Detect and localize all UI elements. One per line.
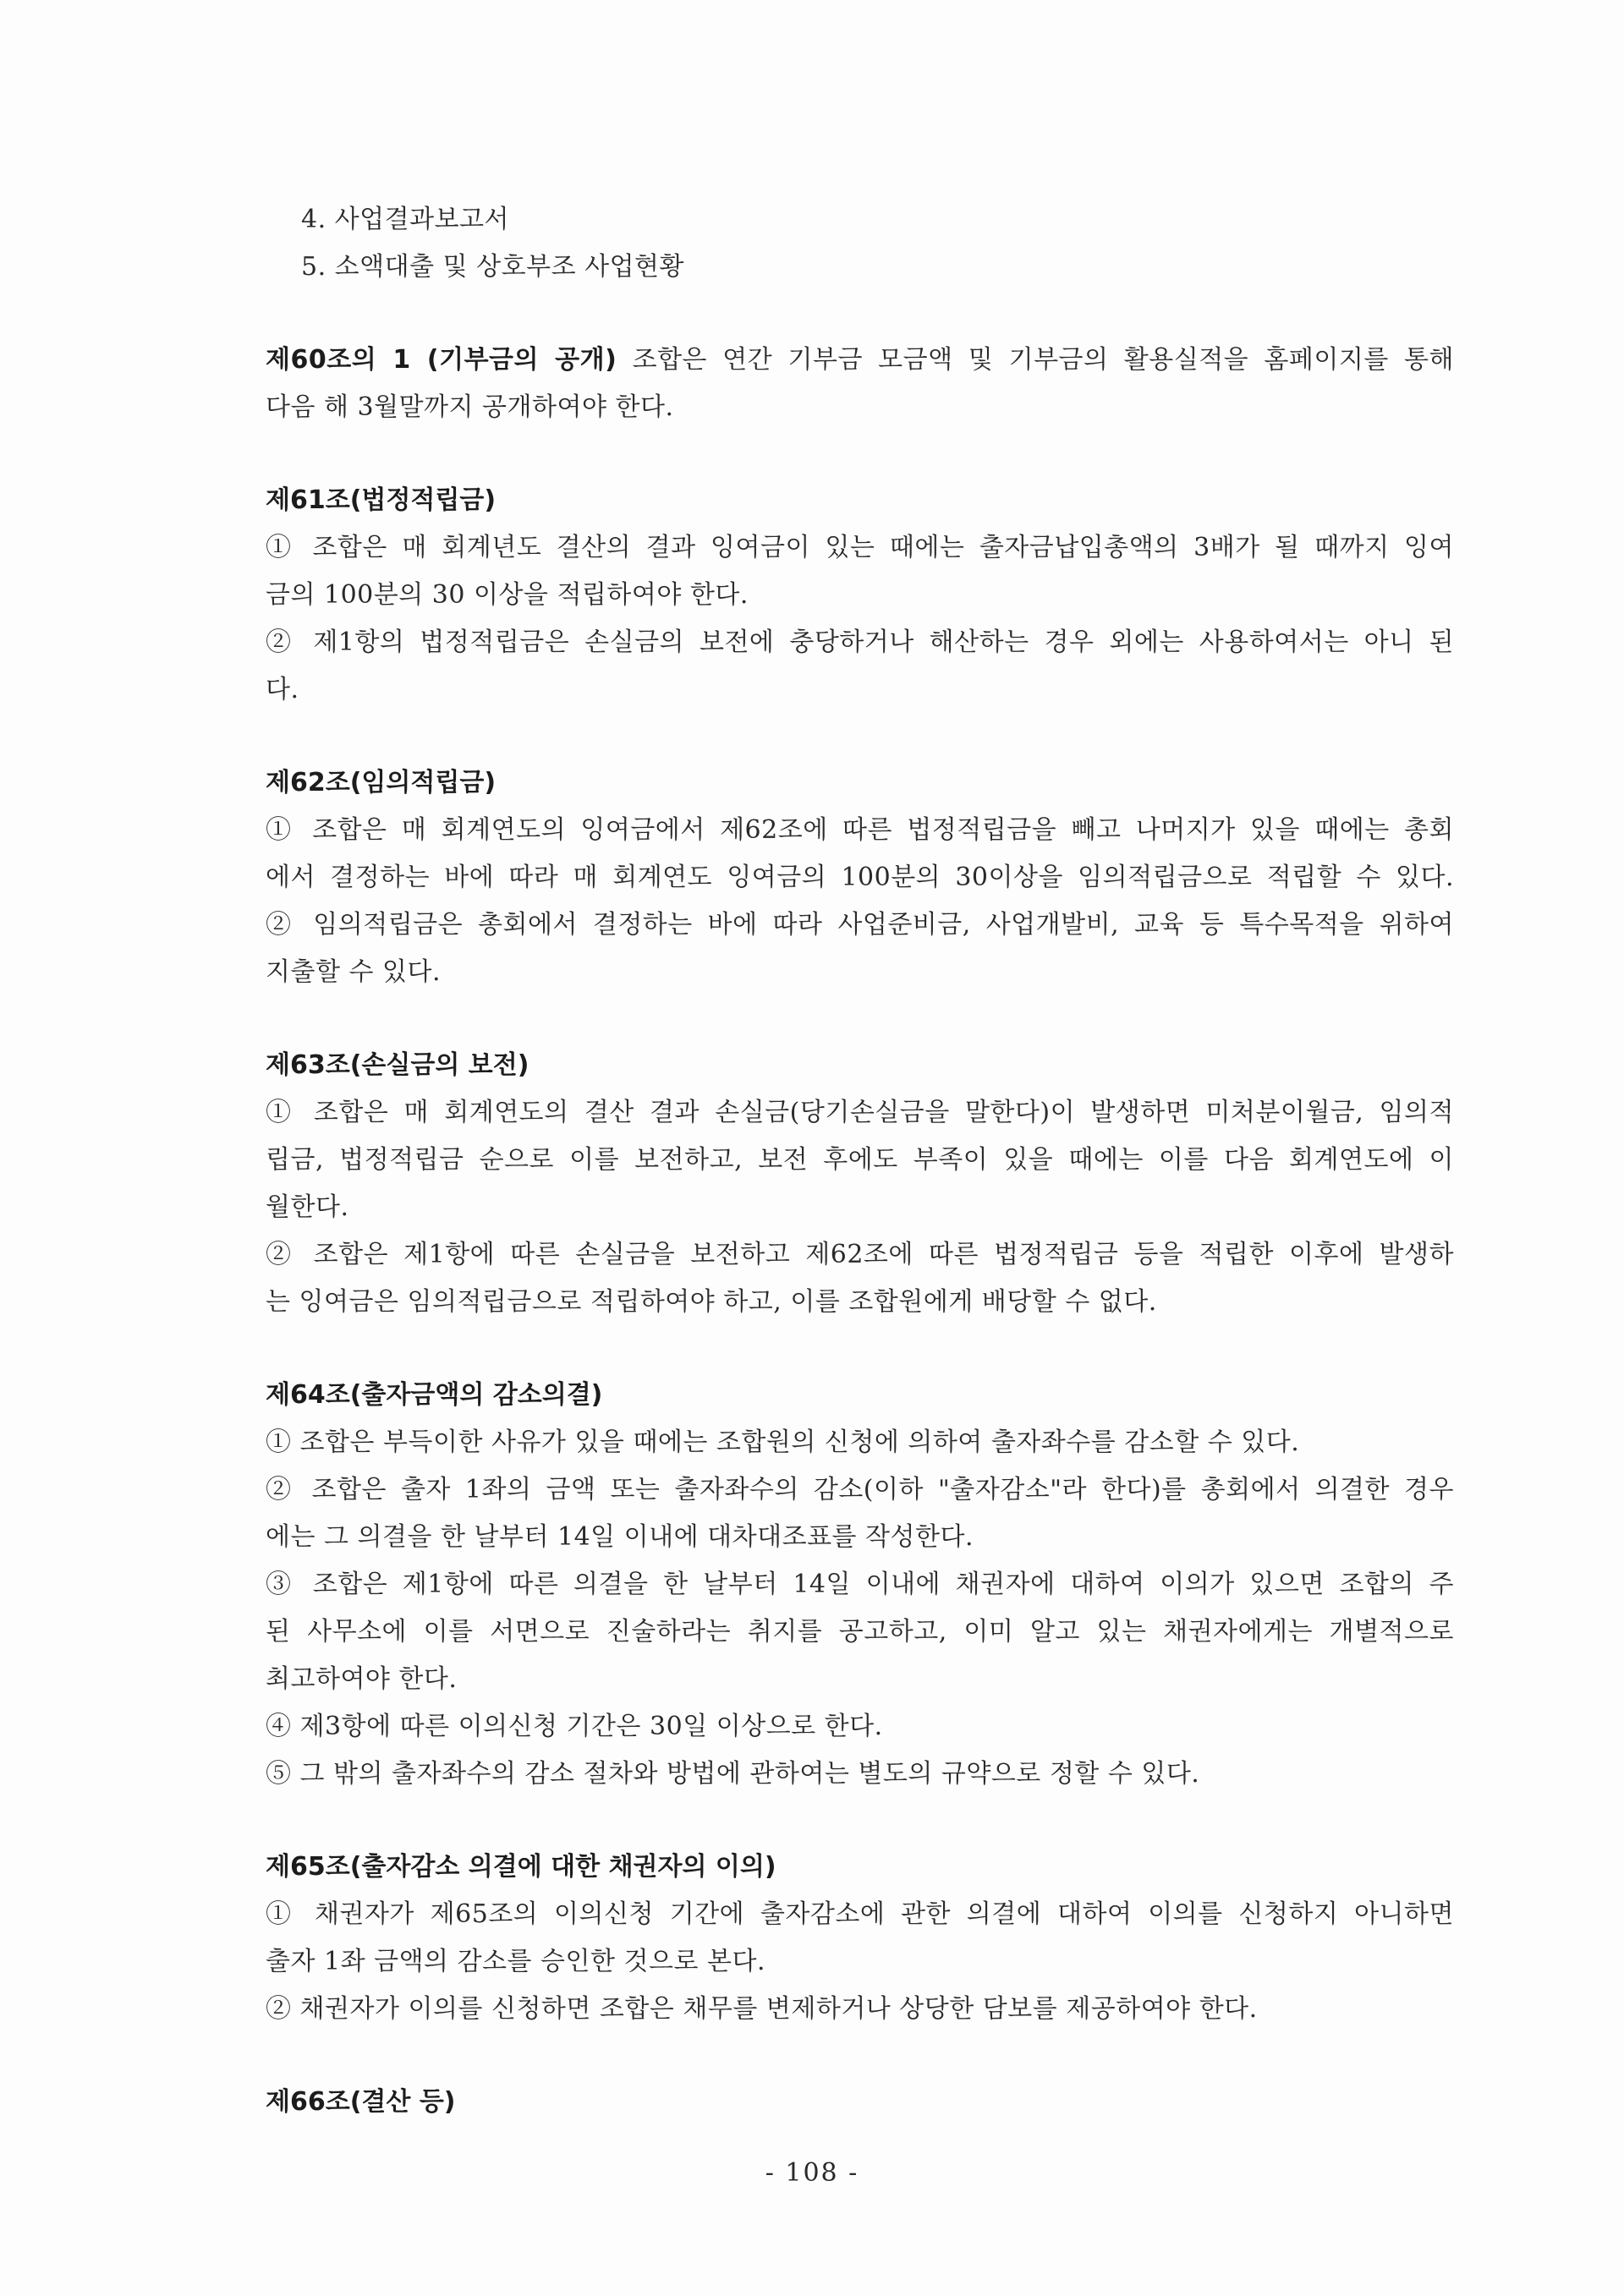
art62-heading: 제62조(임의적립금) <box>266 768 497 797</box>
art66-heading: 제66조(결산 등) <box>266 2087 456 2117</box>
art63-heading: 제63조(손실금의 보전) <box>266 1050 529 1080</box>
art60-heading: 제60조의 1 (기부금의 공개) <box>266 345 617 375</box>
page-number: - 108 - <box>765 2158 859 2188</box>
art61-line-4: 다. <box>266 675 299 704</box>
art61-line-3: ② 제1항의 법정적립금은 손실금의 보전에 충당하거나 해산하는 경우 외에는 사용하여서는 아니 된 <box>266 627 1454 657</box>
art62-line-1: ① 조합은 매 회계연도의 잉여금에서 제62조에 따른 법정적립금을 빼고 나머지가 있을 때에는 총회 <box>266 815 1454 845</box>
art65-line-1: ① 채권자가 제65조의 이의신청 기간에 출자감소에 관한 의결에 대하여 이의를 신청하지 아니하면 <box>266 1899 1454 1929</box>
art65-heading: 제65조(출자감소 의결에 대한 채권자의 이의) <box>266 1852 776 1882</box>
art63-line-1: ① 조합은 매 회계연도의 결산 결과 손실금(당기손실금을 말한다)이 발생하면 미처분이월금, 임의적 <box>266 1098 1454 1127</box>
art63-line-2: 립금, 법정적립금 순으로 이를 보전하고, 보전 후에도 부족이 있을 때에는 이를 다음 회계연도에 이 <box>266 1145 1454 1175</box>
art64-line-3: 에는 그 의결을 한 날부터 14일 이내에 대차대조표를 작성한다. <box>266 1522 974 1552</box>
art64-line-1: ① 조합은 부득이한 사유가 있을 때에는 조합원의 신청에 의하여 출자좌수를 감소할 수 있다. <box>266 1427 1300 1457</box>
art60-text-1: 조합은 연간 기부금 모금액 및 기부금의 활용실적을 홈페이지를 통해 <box>617 345 1455 375</box>
art62-line-2: 에서 결정하는 바에 따라 매 회계연도 잉여금의 100분의 30이상을 임의적립금으로 적립할 수 있다. <box>266 863 1454 892</box>
art64-line-2: ② 조합은 출자 1좌의 금액 또는 출자좌수의 감소(이하 "출자감소"라 한다)를 총회에서 의결한 경우 <box>266 1475 1454 1504</box>
art65-line-3: ② 채권자가 이의를 신청하면 조합은 채무를 변제하거나 상당한 담보를 제공하여야 한다. <box>266 1994 1258 2024</box>
art61-line-2: 금의 100분의 30 이상을 적립하여야 한다. <box>266 580 749 610</box>
art61-heading: 제61조(법정적립금) <box>266 485 497 515</box>
art60-line-1 <box>266 337 1454 384</box>
art64-heading: 제64조(출자금액의 감소의결) <box>266 1380 603 1410</box>
art62-line-3: ② 임의적립금은 총회에서 결정하는 바에 따라 사업준비금, 사업개발비, 교육 등 특수목적을 위하여 <box>266 910 1454 940</box>
document-body <box>266 196 1454 2126</box>
art61-line-1: ① 조합은 매 회계년도 결산의 결과 잉여금이 있는 때에는 출자금납입총액의 3배가 될 때까지 잉여 <box>266 533 1454 562</box>
art65-line-2: 출자 1좌 금액의 감소를 승인한 것으로 본다. <box>266 1947 765 1976</box>
list-item-5: 5. 소액대출 및 상호부조 사업현황 <box>301 252 685 282</box>
art62-line-4: 지출할 수 있다. <box>266 957 441 987</box>
art64-line-8: ⑤ 그 밖의 출자좌수의 감소 절차와 방법에 관하여는 별도의 규약으로 정할 수 있다. <box>266 1759 1200 1789</box>
art64-line-4: ③ 조합은 제1항에 따른 의결을 한 날부터 14일 이내에 채권자에 대하여 이의가 있으면 조합의 주 <box>266 1570 1454 1599</box>
art63-line-4: ② 조합은 제1항에 따른 손실금을 보전하고 제62조에 따른 법정적립금 등을 적립한 이후에 발생하 <box>266 1240 1454 1269</box>
art60-line-2: 다음 해 3월말까지 공개하여야 한다. <box>266 392 674 422</box>
art64-line-5: 된 사무소에 이를 서면으로 진술하라는 취지를 공고하고, 이미 알고 있는 채권자에게는 개별적으로 <box>266 1617 1454 1647</box>
list-item-4: 4. 사업결과보고서 <box>301 205 510 234</box>
art64-line-7: ④ 제3항에 따른 이의신청 기간은 30일 이상으로 한다. <box>266 1712 883 1741</box>
art63-line-5: 는 잉여금은 임의적립금으로 적립하여야 하고, 이를 조합원에게 배당할 수 없다. <box>266 1287 1157 1317</box>
art64-line-6: 최고하여야 한다. <box>266 1664 458 1694</box>
art63-line-3: 월한다. <box>266 1192 349 1222</box>
